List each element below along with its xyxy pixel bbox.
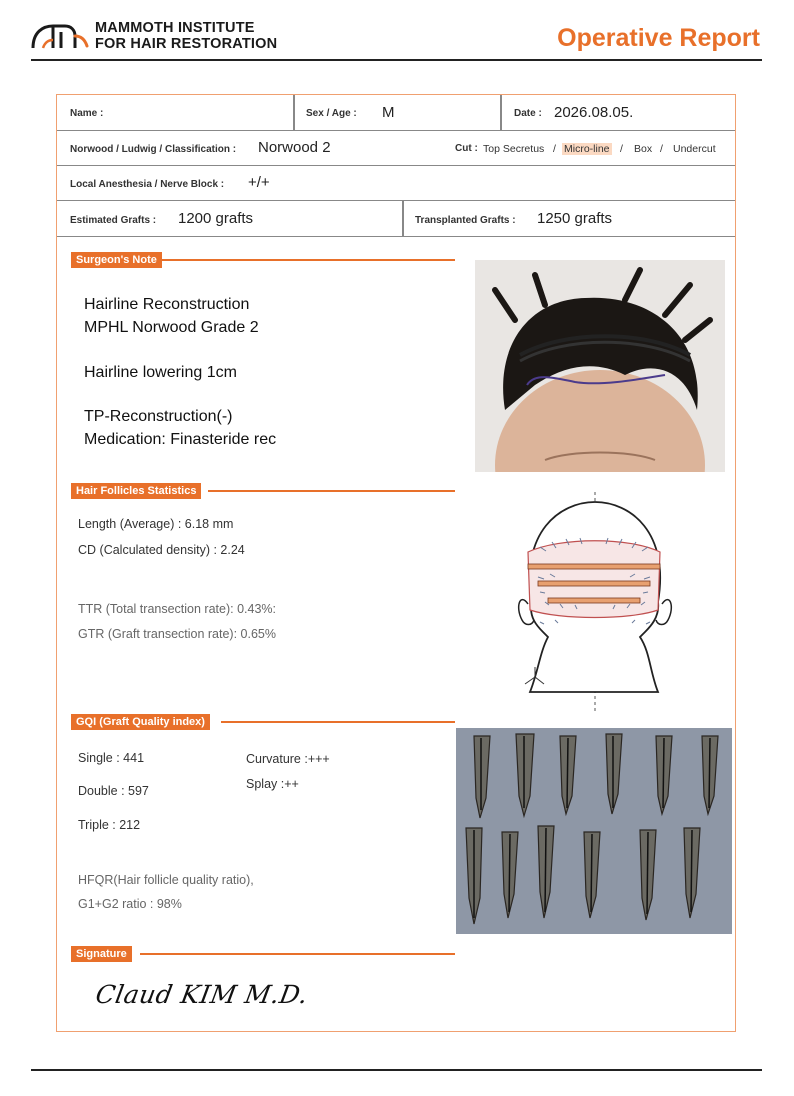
note-line: Medication: Finasteride rec [84, 431, 277, 448]
estimated-grafts-value: 1200 grafts [178, 210, 254, 227]
transplanted-grafts-label: Transplanted Grafts : [415, 215, 516, 226]
section-rule [221, 721, 455, 723]
brand-line-2: FOR HAIR RESTORATION [95, 36, 278, 52]
patient-head-photo [475, 260, 725, 472]
brand-name [95, 20, 277, 52]
gqi-splay: Splay :++ [246, 777, 299, 791]
row-grafts [57, 201, 735, 237]
sex-age-value: M [382, 104, 395, 121]
divider [293, 95, 295, 130]
gqi-title: GQI (Graft Quality index) [71, 714, 210, 730]
note-line: MPHL Norwood Grade 2 [84, 319, 259, 336]
cut-label: Cut : [455, 143, 478, 154]
header-rule [31, 59, 762, 61]
estimated-grafts-label: Estimated Grafts : [70, 215, 157, 226]
gqi-triple: Triple : 212 [78, 818, 141, 832]
brand-logo [31, 20, 91, 52]
date-value: 2026.08.05. [554, 104, 634, 121]
name-label: Name : [70, 108, 104, 119]
note-line: Hairline Reconstruction [84, 296, 250, 313]
footer-rule [31, 1069, 762, 1071]
classification-value: Norwood 2 [258, 139, 331, 156]
surgeons-note-title: Surgeon's Note [71, 252, 162, 268]
date-label: Date : [514, 108, 542, 119]
section-rule [208, 490, 455, 492]
total-transection-rate: TTR (Total transection rate): 0.43%: [78, 602, 276, 616]
row-classification [57, 131, 735, 166]
divider [402, 201, 404, 236]
signature-text: Claud KIM M.D. [93, 980, 311, 1009]
note-line: Hairline lowering 1cm [84, 364, 237, 381]
sex-age-label: Sex / Age : [306, 108, 357, 119]
anesthesia-value: +/+ [248, 174, 270, 191]
cut-option-top-secretus: Top Secretus [483, 143, 545, 155]
divider [500, 95, 502, 130]
cut-option-micro-line: Micro-line [564, 143, 610, 155]
gqi-double: Double : 597 [78, 784, 149, 798]
section-rule [160, 259, 455, 261]
brand-line-1: MAMMOTH INSTITUTE [95, 20, 255, 36]
hfqr-line-1: HFQR(Hair follicle quality ratio), [78, 873, 254, 887]
donor-area-diagram [510, 492, 680, 712]
row-anesthesia [57, 166, 735, 201]
row-patient [57, 95, 735, 131]
cut-separator: / [660, 143, 663, 155]
gqi-curvature: Curvature :+++ [246, 752, 330, 766]
signature-title: Signature [71, 946, 132, 962]
length-average: Length (Average) : 6.18 mm [78, 517, 234, 531]
cut-option-undercut: Undercut [673, 143, 716, 155]
gqi-single: Single : 441 [78, 751, 145, 765]
cut-option-box: Box [634, 143, 653, 155]
section-rule [140, 953, 455, 955]
note-line: TP-Reconstruction(-) [84, 408, 233, 425]
classification-label: Norwood / Ludwig / Classification : [70, 144, 237, 155]
statistics-title: Hair Follicles Statistics [71, 483, 201, 499]
mammoth-logo-icon [31, 20, 91, 52]
hfqr-line-2: G1+G2 ratio : 98% [78, 897, 182, 911]
transplanted-grafts-value: 1250 grafts [537, 210, 613, 227]
cut-separator: / [620, 143, 623, 155]
report-title: Operative Report [557, 24, 760, 52]
calculated-density: CD (Calculated density) : 2.24 [78, 543, 245, 557]
cut-separator: / [553, 143, 556, 155]
graft-sample-photo [456, 728, 732, 934]
anesthesia-label: Local Anesthesia / Nerve Block : [70, 179, 225, 190]
graft-transection-rate: GTR (Graft transection rate): 0.65% [78, 627, 276, 641]
